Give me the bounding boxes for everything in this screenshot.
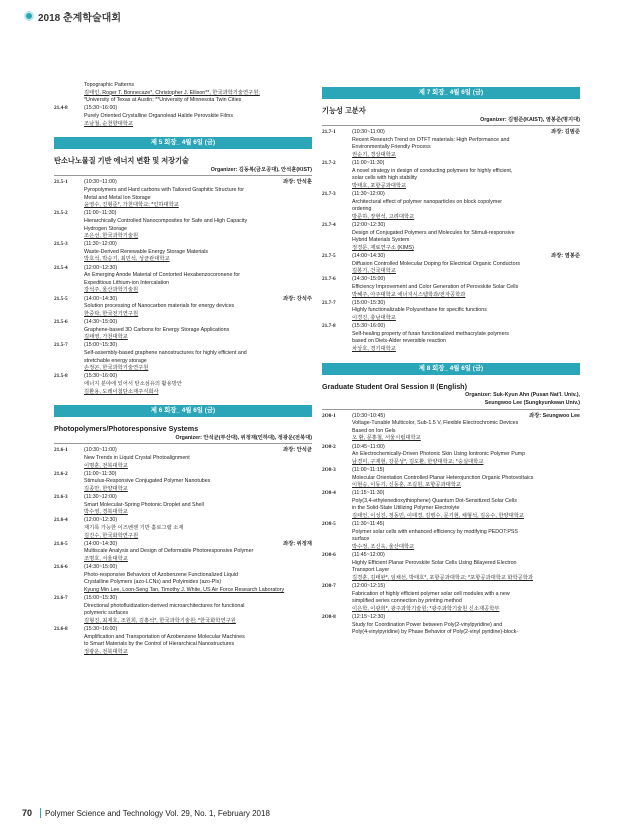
entry-code: 21.7-8 (322, 323, 336, 330)
entry-time-row (84, 319, 312, 327)
program-entry (54, 564, 312, 594)
entry-authors: 남경미, 구재현, 강문성*, 김도환, 한양대학교; *숭실대학교 (352, 458, 484, 465)
entry-title: Hierarchically Controlled Nanocomposites for Safe and High Capacity (84, 217, 248, 224)
entry-time: (15:00~15:30) (352, 299, 386, 306)
entry-time-row (352, 583, 580, 591)
entry-body (352, 467, 580, 490)
entry-title: Hybrid Materials System (352, 237, 410, 244)
entry-body (84, 342, 312, 372)
entry-title: solar cells with high stability (352, 175, 418, 182)
program-entry (322, 552, 580, 582)
entry-body (84, 595, 312, 625)
entry-title: Efficiency Improvement and Color Generation of Perovskite Solar Cells (352, 284, 519, 291)
entry-title: Study for Coordination Power between Poly(2-vinylpyridine) and (352, 621, 503, 628)
entry-title: 재기록 가능한 이즈벤젠 기반 홀로그램 소재 (84, 525, 184, 532)
entry-authors: 정광운, 전북대학교 (84, 648, 128, 655)
entry-time-row (352, 253, 580, 261)
session-7 (322, 87, 580, 354)
entry-code: 21.5-8 (54, 373, 68, 380)
session-bar: 제 8 회장_ 4월 6일 (금) (322, 363, 580, 375)
left-column (54, 82, 312, 657)
entry-time-row (352, 614, 580, 622)
entry-code: 21.6-1 (54, 447, 68, 454)
program-entry (54, 82, 312, 105)
entry-authors: 박혜주, 아주대학교 에너지시스템학과/전자공학과 (352, 291, 466, 298)
entry-title: Metal and Metal Ion Storage (84, 194, 151, 201)
program-entry (54, 471, 312, 494)
entry-title: Architectural effect of polymer nanoparticles on block copolymer (352, 198, 503, 205)
right-column (322, 78, 580, 638)
program-entry (322, 614, 580, 637)
entry-time: (10:30~10:45) (352, 412, 386, 419)
entry-body (84, 517, 312, 540)
entry-code: 21.6-4 (54, 517, 68, 524)
entry-code: 2O8-5 (322, 521, 336, 528)
entry-title: ordering (352, 206, 372, 213)
program-entry (54, 179, 312, 209)
entry-time-row (352, 276, 580, 284)
entry-title: Based on Ion Gels (352, 427, 396, 434)
entry-code: 21.6-6 (54, 564, 68, 571)
entry-time-row (84, 373, 312, 381)
entry-body (352, 583, 580, 613)
entry-authors: 방준하, 장현석, 고려대학교 (352, 213, 415, 220)
entry-title: stretchable energy storage (84, 357, 147, 364)
entry-authors: 김태언, 이성진, 정동민, 이태경, 김병수, 문기현, 채형석, 김응수, 한양대학교 (352, 513, 524, 520)
entry-authors: 김종만, 한양대학교 (84, 485, 128, 492)
entry-time: (10:30~11:00) (84, 447, 117, 454)
entry-title: Polymer solar cells with enhanced efficiency by modifying PEDOT:PSS (352, 528, 518, 535)
entry-title: to Smart Materials by the Control of Hierarchical Nanostructures (84, 641, 235, 648)
entry-body (352, 300, 580, 323)
entry-time-row (352, 129, 580, 137)
session-bar: 제 7 회장_ 4월 6일 (금) (322, 87, 580, 99)
entry-time-row (84, 626, 312, 634)
entry-time-row (84, 471, 312, 479)
entry-time-row (352, 300, 580, 308)
entry-time: (10:30~11:00) (84, 179, 117, 186)
program-entry (322, 222, 580, 252)
program-entry (322, 300, 580, 323)
entry-code: 21.5-7 (54, 342, 68, 349)
entry-time-row (352, 552, 580, 560)
entry-authors: 김환용, 도레이첨단소재주식회사 (84, 388, 159, 395)
entry-authors: 김진수, 한국화학연구원 (84, 532, 139, 539)
entry-time: (15:00~15:30) (84, 342, 118, 349)
session-title: 탄소나노물질 기반 에너지 변환 및 저장기술 (54, 156, 189, 166)
entry-title: Poly(4-vinylpyridine) by Phase Behavior of Poly(2-vinyl pyridine)-block- (352, 629, 519, 636)
entry-title: simplified series connection by printing method (352, 598, 462, 605)
program-entry (54, 342, 312, 372)
entry-body (84, 210, 312, 240)
entry-title: Design of Conjugated Polymers and Molecules for Stimuli-responsive (352, 229, 515, 236)
entry-body (352, 490, 580, 520)
entry-code: 21.5-5 (54, 295, 68, 302)
entry-time-row (352, 467, 580, 475)
entry-time: (11:30~12:00) (84, 494, 117, 501)
entry-authors: 오 환, 문홍철, 서울시립대학교 (352, 435, 421, 442)
organizer: Seungwoo Lee (Sungkyunkwan Univ.) (322, 400, 580, 409)
entry-affiliation: *University of Texas at Austin; **University of Minnesota Twin Cities (84, 97, 242, 104)
program-entry (322, 583, 580, 613)
entry-code: 21.7-5 (322, 253, 336, 260)
entry-authors: 권순기, 경상대학교 (352, 151, 396, 158)
entry-title: Purely Oriented Crystalline Organolead Halide Perovskite Films (84, 112, 233, 119)
entry-title: Amplification and Transportation of Azobenzene Molecular Machines (84, 633, 245, 640)
program-entry (322, 253, 580, 276)
entry-time: (12:00~12:30) (84, 264, 118, 271)
entry-time: (11:45~12:00) (352, 552, 385, 559)
entry-title: Molecular Orientation Controlled Planar Heterojunction Organic Photovoltaics (352, 474, 534, 481)
entry-time-row (84, 447, 312, 455)
entry-title: Voltage-Tunable Multicolor, Sub-1.5 V, Flexible Electrochromic Devices (352, 420, 519, 427)
entry-title: 에너지 분야에 있어서 탄소섬유의 활용방안 (84, 380, 182, 387)
entry-body (352, 614, 580, 637)
program-entry (54, 210, 312, 240)
entry-authors: 김태영, 가천대학교 (84, 334, 128, 341)
entry-title: Self-assembly-based graphene nanostructures for highly efficient and (84, 349, 247, 356)
entry-body (84, 265, 312, 295)
entry-code: 2O8-2 (322, 443, 336, 450)
entry-body (352, 521, 580, 551)
entry-time-row (84, 564, 312, 572)
entry-time-row (84, 517, 312, 525)
entry-time: (11:30~12:00) (352, 191, 385, 198)
entry-authors: 조명호, 서울대학교 (84, 556, 128, 562)
entry-body (352, 253, 580, 276)
chair-label: 좌장: 염봉준 (551, 253, 580, 260)
entry-authors: 박수정, 조신욱, 울산대학교 (352, 544, 415, 551)
entry-code: 21.7-4 (322, 222, 336, 229)
entry-authors: 이명훈, 전북대학교 (84, 462, 128, 469)
entry-title: Fabrication of highly efficient polymer solar cell modules with a new (352, 590, 510, 597)
entry-title: An Emerging Anode Material of Contorted Hexabenzocoronene for (84, 272, 241, 279)
entry-time-row (84, 210, 312, 218)
entry-authors: Kyung Min Lee, Loon-Seng Tan, Timothy J. White, US Air Force Research Laboratory (84, 586, 285, 593)
entry-code: 21.7-1 (322, 129, 336, 136)
entry-body (84, 179, 312, 209)
entry-time-row (84, 241, 312, 249)
entry-authors: 이경진, 충남대학교 (352, 315, 396, 321)
entry-body (84, 296, 312, 319)
program-entry (322, 490, 580, 520)
entry-body (352, 276, 580, 299)
session-8 (322, 363, 580, 637)
entry-code: 21.6-5 (54, 540, 68, 547)
chair-label: 좌장: 강석주 (283, 295, 312, 302)
entry-time: (14:30~15:00) (84, 564, 118, 571)
entry-body (84, 564, 312, 594)
continued-entries (54, 82, 312, 128)
entry-title: Self-healing property of furan functionalized methacrylate polymers (352, 330, 509, 337)
program-entry (54, 626, 312, 656)
entry-time-row (84, 595, 312, 603)
entry-body (84, 319, 312, 342)
entry-time: (14:00~14:30) (352, 253, 386, 260)
organizer: Organizer: 김동복(금오공대), 안석훈(KIST) (54, 167, 312, 177)
program-entry (322, 413, 580, 443)
program-entry (322, 323, 580, 353)
entry-time: (10:30~11:00) (352, 129, 385, 136)
entry-title: Waste-Derived Renewable Energy Storage Materials (84, 248, 209, 255)
program-entry (322, 521, 580, 551)
journal-info: Polymer Science and Technology Vol. 29, No. 1, February 2018 (45, 808, 270, 818)
entry-authors: 조은선, 한국과학기술원 (84, 233, 139, 240)
entry-code: 21.4-8 (54, 105, 68, 112)
entry-title: Transport Layer (352, 567, 390, 574)
entry-time: (14:30~15:00) (352, 276, 386, 283)
entry-time-row (84, 179, 312, 187)
entry-body (352, 552, 580, 582)
program-entry (322, 444, 580, 467)
program-entry (54, 595, 312, 625)
session-title: Photopolymers/Photoresponsive Systems (54, 424, 199, 434)
entry-body (352, 129, 580, 159)
header-title: 2018 춘계학술대회 (38, 12, 121, 24)
entry-code: 21.6-2 (54, 470, 68, 477)
entry-title: Graphene-based 3D Carbons for Energy Storage Applications (84, 326, 230, 333)
footer-divider (40, 808, 41, 818)
program-entry (54, 494, 312, 517)
entry-body (84, 447, 312, 470)
entry-authors: 손정곤, 한국과학기술연구원 (84, 365, 149, 372)
entry-body (84, 494, 312, 517)
entry-authors: 강석주, 울산과학기술원 (84, 287, 139, 294)
entry-authors: 김경훈, 김태완*, 임채선, 박태호*, 포항공과대학교; *포항공과대학교 화학공학과 (352, 575, 533, 581)
program-entry (54, 319, 312, 342)
entry-time-row (352, 413, 580, 421)
entry-authors: 김봉기, 건국대학교 (352, 268, 396, 275)
entry-title: Multiscale Analysis and Design of Deformable Photoresponsive Polymer (84, 548, 254, 555)
entry-code: 21.6-3 (54, 494, 68, 501)
entry-title: Solution processing of Nanocarbon materials for energy devices (84, 303, 235, 310)
entry-title: polymeric surfaces (84, 610, 129, 617)
session-bar: 제 6 회장_ 4월 6일 (금) (54, 405, 312, 417)
entry-body (352, 444, 580, 467)
entry-authors: 박호석, 박승기, 최민석, 성균관대학교 (84, 256, 170, 263)
entry-code: 2O8-7 (322, 583, 336, 590)
entry-title: Highly Efficient Planar Perovskite Solar Cells Using Bilayered Electron (352, 559, 517, 566)
entry-title: based on Diels-Alder reversible reaction (352, 338, 446, 345)
session-title: Graduate Student Oral Session II (English) (322, 381, 467, 391)
entry-time: (15:30~16:00) (84, 105, 118, 112)
entry-time: (15:30~16:00) (84, 373, 118, 380)
entry-time: (15:30~16:00) (352, 323, 386, 330)
entry-code: 2O8-8 (322, 614, 336, 621)
entry-time: (14:00~14:30) (84, 540, 118, 547)
entry-authors: 이현승, 이동기, 신동훈, 조길원, 포항공과대학교 (352, 482, 461, 489)
entry-code: 21.7-2 (322, 160, 336, 167)
entry-title: Highly functionalizable Polyurethane for specific functions (352, 307, 487, 314)
entry-title: Expeditious Lithium-ion Intercalation (84, 279, 170, 286)
entry-time: (12:00~12:30) (352, 222, 386, 229)
page-header (24, 8, 121, 24)
session-6 (54, 405, 312, 656)
entry-title: An Electrochemically-Driven Photonic Skin Using Iontronic Polymer Pump (352, 451, 526, 458)
entry-body (84, 471, 312, 494)
entry-time: (12:00~12:30) (84, 517, 118, 524)
entry-code: 2O8-3 (322, 466, 336, 473)
program-entry (322, 160, 580, 190)
entry-code: 21.5-1 (54, 179, 68, 186)
program-entry (54, 105, 312, 128)
entry-title: Poly(3,4-ethylenedioxythiophene) Quantum Dot-Sensitized Solar Cells (352, 497, 517, 504)
entry-title: Diffusion Controlled Molecular Doping for Electrical Organic Conductors (352, 260, 521, 267)
entry-body (84, 373, 312, 396)
session-title: 기능성 고분자 (322, 106, 366, 115)
entry-body (352, 222, 580, 252)
entry-title: Hydrogen Storage (84, 225, 127, 232)
entry-body (84, 241, 312, 264)
entry-time-row (352, 191, 580, 199)
entry-time: (14:00~14:30) (84, 295, 118, 302)
entry-body (352, 413, 580, 443)
entry-time-row (352, 490, 580, 498)
program-entry (54, 541, 312, 564)
entry-time: (10:45~11:00) (352, 443, 385, 450)
entry-authors: 이은학, 이광희*, 광주과학기술원; *광주과학기술원 신소재공학부 (352, 605, 500, 612)
program-entry (54, 265, 312, 295)
entry-authors: 김형진, 최재호, 조원희, 김홍석*, 한국과학기술원; *한국화학연구원 (84, 617, 236, 624)
entry-time: (11:00~11:30) (84, 470, 117, 477)
entry-authors: 조남철, 순천향대학교 (84, 120, 133, 127)
entry-time-row (84, 541, 312, 549)
entry-authors: 한중탁, 한국전기연구원 (84, 310, 139, 317)
entry-time-row (352, 323, 580, 331)
entry-time: (11:15~11:30) (352, 490, 385, 497)
entry-title: Smart Molecular-Spring Photonic Droplet and Shell (84, 501, 204, 508)
organizer: Organizer: Suk-Kyun Ahn (Pusan Nat'l. Univ.), (465, 392, 580, 399)
entry-title: Photo-responsive Behaviors of Azobenzene Functionalized Liquid (84, 571, 239, 578)
entry-time: (11:00~11:15) (352, 466, 385, 473)
program-entry (54, 517, 312, 540)
entry-code: 21.5-2 (54, 210, 68, 217)
page-number: 70 (22, 808, 33, 818)
bullet-icon (24, 11, 34, 21)
entry-time: (11:00~11:30) (352, 160, 385, 167)
entry-code: 21.6-8 (54, 626, 68, 633)
entry-time: (12:15~12:30) (352, 614, 386, 621)
chair-label: 좌장: Seungwoo Lee (529, 412, 580, 419)
entry-body (84, 626, 312, 656)
entry-time: (11:30~12:00) (84, 241, 117, 248)
entry-code: 21.7-7 (322, 299, 336, 306)
entry-time-row (352, 222, 580, 230)
entry-time-row (84, 296, 312, 304)
entry-code: 2O8-1 (322, 412, 336, 419)
entry-body (352, 160, 580, 190)
entry-time: (11:30~11:45) (352, 521, 385, 528)
entry-title: in the Solid-State Utilizing Polymer Electrolyte (352, 505, 460, 512)
entry-authors: 박태호, 포항공과대학교 (352, 182, 407, 189)
entry-time-row (84, 342, 312, 350)
program-entry (322, 276, 580, 299)
entry-title: surface (352, 536, 370, 543)
entry-authors: 정경문, 재료연구소 (KIMS) (352, 244, 414, 251)
entry-time-row (352, 521, 580, 529)
entry-authors: 김태인, Roger T. Bonnecaze*, Christopher J. Ellison**, 한국과학기술연구원; (84, 89, 260, 96)
entry-title: Topographic Patterns (84, 82, 135, 88)
program-entry (322, 191, 580, 221)
entry-code: 21.5-6 (54, 319, 68, 325)
entry-time-row (84, 494, 312, 502)
organizer: Organizer: 김범준(KAIST), 염봉준(명지대) (322, 117, 580, 127)
program-entry (54, 373, 312, 396)
entry-title: Directional photofluidization-derived microarchitectures for functional (84, 602, 245, 609)
entry-code: 21.5-3 (54, 241, 68, 248)
program-entry (322, 467, 580, 490)
entry-authors: 윤영수, 진형준*, 가천대학교; *인하대학교 (84, 202, 179, 209)
entry-code: 21.7-6 (322, 276, 336, 283)
entry-time: (15:00~15:30) (84, 595, 118, 602)
program-entry (54, 296, 312, 319)
chair-label: 좌장: 위정재 (283, 540, 312, 547)
entry-title: Stimulus-Responsive Conjugated Polymer Nanotubes (84, 478, 211, 485)
entry-time-row (84, 265, 312, 273)
entry-code: 21.7-3 (322, 191, 336, 198)
program-entry (322, 129, 580, 159)
entry-time-row (352, 444, 580, 452)
entry-time: (11:00~11:30) (84, 210, 117, 217)
session-5 (54, 137, 312, 396)
entry-authors: 차상호, 경기대학교 (352, 345, 396, 352)
entry-code: 2O8-4 (322, 490, 336, 497)
entry-title: Environmentally Friendly Process (352, 144, 431, 151)
entry-code: 21.6-7 (54, 595, 68, 602)
entry-title: Recent Research Trend on OTFT materials: High Performance and (352, 136, 510, 143)
entry-title: Pyropolymers and Hard carbons with Tailored Graphitic Structure for (84, 186, 245, 193)
entry-code: 2O8-6 (322, 552, 336, 559)
entry-time: (14:30~15:00) (84, 319, 118, 325)
program-entry (54, 447, 312, 470)
chair-label: 좌장: 안석균 (283, 447, 312, 454)
entry-title: New Trends in Liquid Crystal Photoalignment (84, 454, 190, 461)
entry-time: (12:00~12:15) (352, 583, 386, 590)
entry-code: 21.5-4 (54, 264, 68, 271)
entry-body (352, 323, 580, 353)
entry-time: (15:30~16:00) (84, 626, 118, 633)
entry-time-row (352, 160, 580, 168)
program-entry (54, 241, 312, 264)
entry-code (54, 82, 84, 105)
entry-title: Crystalline Polymers (azo-LCNs) and Polyimides (azo-PIs) (84, 579, 222, 586)
page-footer (22, 808, 270, 818)
chair-label: 좌장: 안석훈 (283, 179, 312, 186)
session-bar: 제 5 회장_ 4월 6일 (금) (54, 137, 312, 149)
organizer: Organizer: 안석균(부산대), 위정재(인하대), 정광운(전북대) (54, 435, 312, 445)
entry-body (352, 191, 580, 221)
entry-title: A novel strategy in design of conducting polymers for highly efficient, (352, 167, 513, 174)
entry-authors: 박수영, 경북대학교 (84, 509, 128, 516)
chair-label: 좌장: 김범준 (551, 129, 580, 136)
entry-body (84, 541, 312, 564)
